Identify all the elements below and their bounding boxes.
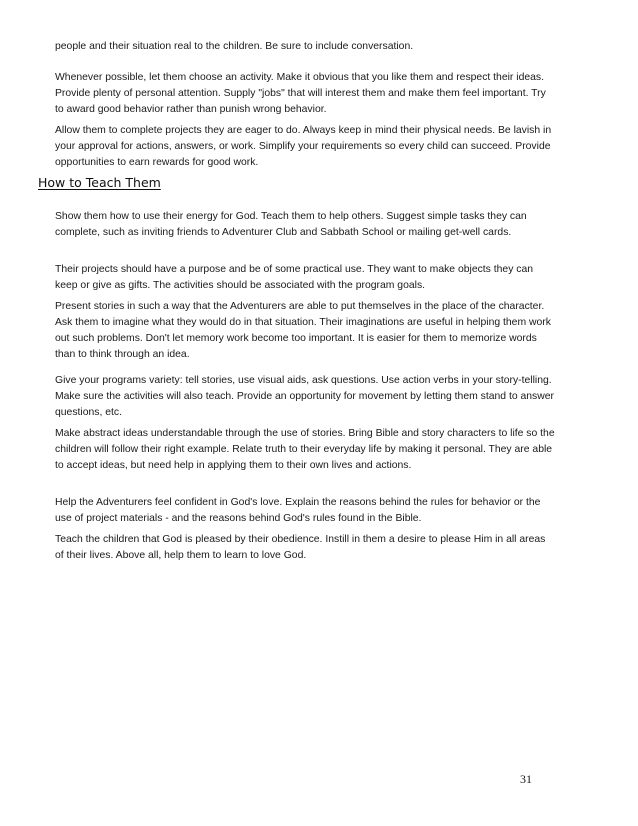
paragraph-projects-purpose: Their projects should have a purpose and be of some practical use. They want to make objects they can keep or give as gifts. The activities should be associated with the program goals. — [55, 264, 534, 291]
paragraph-conversation: people and their situation real to the children. Be sure to include conversation. — [55, 41, 414, 52]
paragraph-confident-love: Help the Adventurers feel confident in God's love. Explain the reasons behind the rules for behavior or the use of project materials - and the reasons behind God's rules found in the Bible. — [55, 497, 541, 524]
paragraph-program-variety: Give your programs variety: tell stories, use visual aids, ask questions. Use action verbs in your story-telling. Make sure the activities will also teach. Provide an opportunity for movement by letting them stand to answer questions, etc. — [55, 375, 554, 418]
page-number: 31 — [520, 772, 532, 786]
section-heading: How to Teach Them — [38, 175, 161, 190]
paragraph-present-stories: Present stories in such a way that the Adventurers are able to put themselves in the place of the character. Ask them to imagine what they would do in that situation. Their imaginations are useful in helping them work out such problems. Don't let memory work become too important. It is easier for them to memorize words than to think through an idea. — [55, 301, 551, 360]
paragraph-energy-for-god: Show them how to use their energy for God. Teach them to help others. Suggest simple tasks they can complete, such as inviting friends to Adventurer Club and Sabbath School or mailing get-well cards. — [55, 211, 527, 238]
paragraph-complete-projects: Allow them to complete projects they are eager to do. Always keep in mind their physical needs. Be lavish in your approval for actions, answers, or work. Simplify your requirements so every child can succeed. Provide opportunities to earn rewards for good work. — [55, 125, 552, 168]
paragraph-obedience: Teach the children that God is pleased by their obedience. Instill in them a desire to please Him in all areas of their lives. Above all, help them to learn to love God. — [55, 534, 546, 561]
paragraph-abstract-ideas: Make abstract ideas understandable through the use of stories. Bring Bible and story characters to life so the children will follow their right example. Relate truth to their everyday life by making it personal. They are able to accept ideas, but need help in applying them to their own lives and actions. — [55, 428, 555, 471]
paragraph-choose-activity: Whenever possible, let them choose an activity. Make it obvious that you like them and respect their ideas. Provide plenty of personal attention. Supply "jobs" that will interest them and make them feel important. Try to award good behavior rather than punish wrong behavior. — [55, 72, 546, 115]
